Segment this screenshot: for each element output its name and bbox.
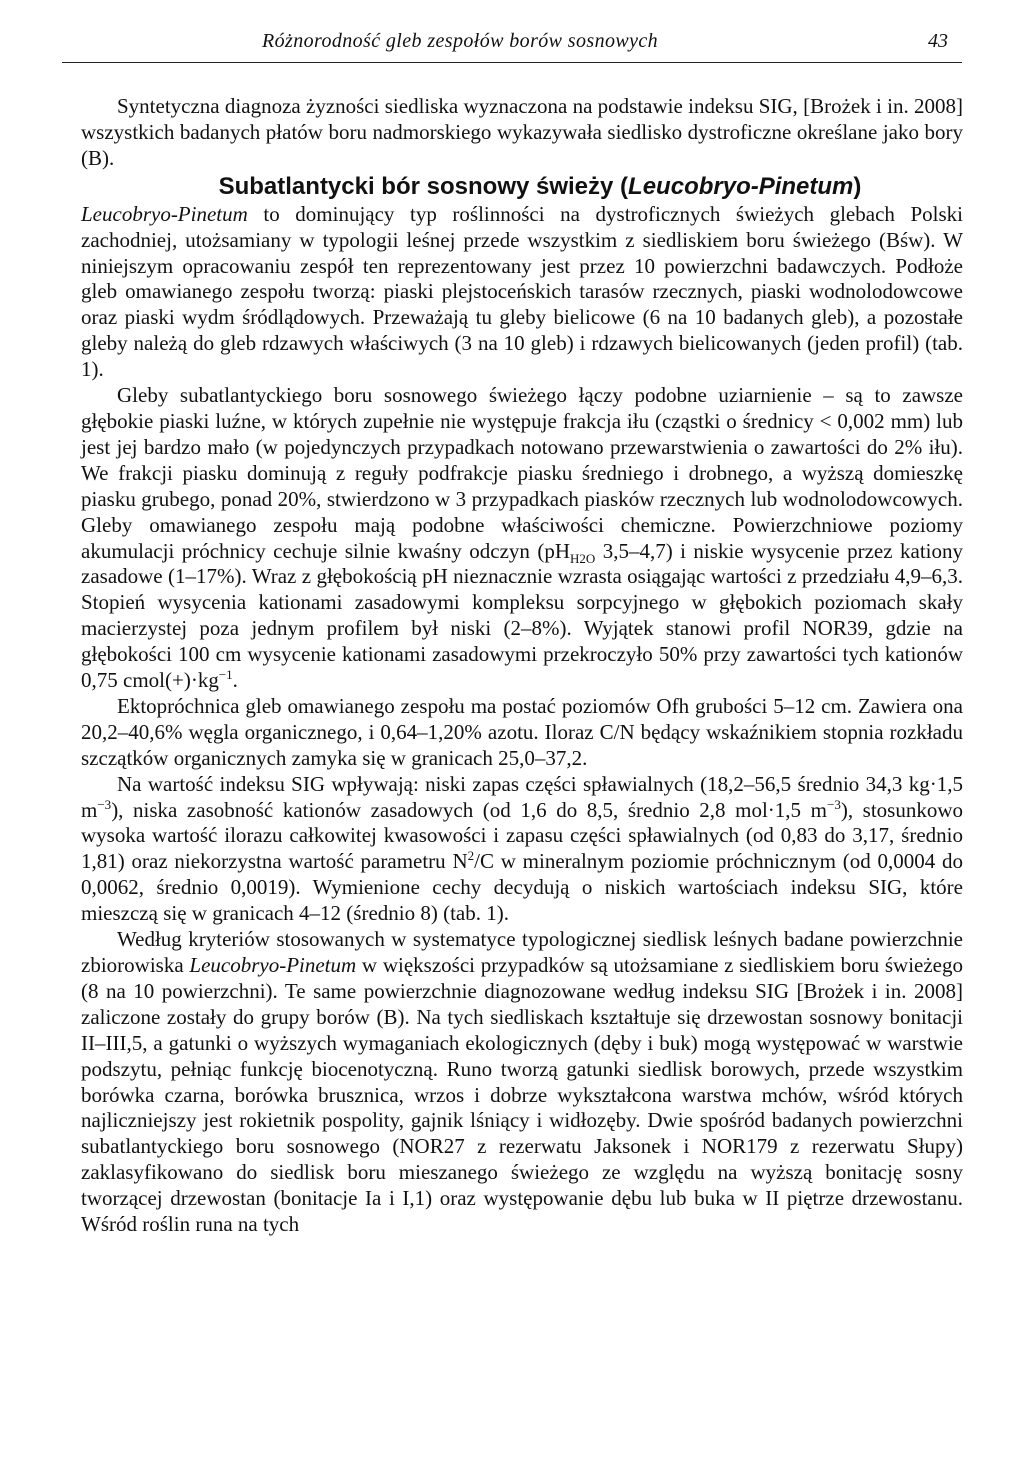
heading-close-paren: ) — [853, 172, 862, 200]
paragraph-text: to dominujący typ roślinności na dystroficznych świeżych glebach Polski zachodniej, utożsamiany w typologii leśnej przede wszystkim z siedliskiem boru świeżego (Bśw). W niniejszym opracowaniu zespół ten reprezentowany jest przez 10 powierzchni badawczych. Podłoże gleb omawianego zespołu tworzą: piaski plejstoceńskich tarasów rzecznych, piaski wodnolodowcowe oraz piaski wydm śródlądowych. Przeważają tu gleby bielicowe (6 na 10 badanych gleb), a pozostałe gleby należą do gleb rdzawych właściwych (3 na 10 gleb) i rdzawych bielicowanych (jeden profil) (tab. 1). — [81, 201, 963, 382]
paragraph-text: Syntetyczna diagnoza żyzności siedliska wyznaczona na podstawie indeksu SIG, [Brożek i in. 2008] wszystkich badanych płatów boru nadmorskiego wykazywała siedlisko dystroficzne określane jako bory (B). — [81, 94, 963, 170]
paragraph-text: ), stosunkowo wysoka wartość ilorazu całkowitej kwasowości i zapasu części spławialnych (od 0,83 do 3,17, średnio 1,81) oraz niekorzystna wartość parametru N — [81, 797, 964, 874]
paragraph-soil-properties — [81, 383, 963, 694]
paragraph-text: . — [232, 668, 238, 693]
paragraph-ectohumus — [81, 694, 963, 772]
heading-latin-name: Leucobryo-Pinetum — [628, 172, 854, 200]
subscript: H2O — [570, 550, 596, 566]
body-text — [81, 94, 963, 1238]
superscript: 2 — [467, 848, 475, 864]
paragraph-text: ), niska zasobność kationów zasadowych (od 1,6 do 8,5, średnio 2,8 mol·1,5 m — [111, 797, 827, 822]
latin-name: Leucobryo-Pinetum — [189, 953, 357, 977]
paragraph-text: Ektopróchnica gleb omawianego zespołu ma postać poziomów Ofh grubości 5–12 cm. Zawiera ona 20,2–40,6% węgla organicznego, i 0,64–1,20% azotu. Iloraz C/N będący wskaźnikiem stopnia rozkładu szczątków organicznych zamyka się w granicach 25,0–37,2. — [81, 693, 963, 770]
superscript: −1 — [218, 667, 233, 683]
paragraph-text: Na wartość indeksu SIG wpływają: niski zapas części spławialnych (18,2–56,5 średnio 34,3 kg·1,5 m — [81, 771, 963, 822]
paragraph-sig-factors — [81, 772, 963, 927]
paragraph-intro — [81, 202, 963, 383]
paragraph-typology — [81, 927, 963, 1238]
paragraph-text: Według kryteriów stosowanych w systematyce typologicznej siedlisk leśnych badane powierzchnie zbiorowiska — [81, 927, 963, 977]
running-header — [62, 24, 962, 63]
latin-name: Leucobryo-Pinetum — [81, 201, 248, 226]
page-number: 43 — [928, 30, 948, 52]
paragraph-sig-diagnosis — [81, 94, 963, 172]
section-heading — [81, 172, 963, 202]
superscript: −3 — [826, 796, 841, 812]
paragraph-text: Gleby subatlantyckiego boru sosnowego świeżego łączy podobne uziarnienie – są to zawsze głębokie piaski luźne, w których zupełnie nie występuje frakcja iłu (cząstki o średnicy < 0,002 mm) lub jest jej bardzo mało (w pojedynczych przypadkach notowano przewarstwienia o zawartości do 2% iłu). We frakcji piasku dominują z reguły podfrakcje piasku średniego i drobnego, a wyższą domieszkę piasku grubego, ponad 20%, stwierdzono w 3 przypadkach piasków rzecznych lub wodnolodowcowych. Gleby omawianego zespołu mają podobne właściwości chemiczne. Powierzchniowe poziomy akumulacji próchnicy cechuje silnie kwaśny odczyn (pH — [81, 383, 963, 563]
paragraph-text: w większości przypadków są utożsamiane z siedliskiem boru świeżego (8 na 10 powierzchni). Te same powierzchnie diagnozowane według indeksu SIG [Brożek i in. 2008] zaliczone zostały do grupy borów (B). Na tych siedliskach kształtuje się drzewostan sosnowy bonitacji II–III,5, a gatunki o wyższych wymaganiach ekologicznych (dęby i buk) mogą występować w warstwie podszytu, pełniąc funkcję biocenotyczną. Runo tworzą gatunki siedlisk borowych, przede wszystkim borówka czarna, borówka brusznica, wrzos i dobrze wykształcona warstwa mchów, wśród których najliczniejszy jest rokietnik pospolity, gajnik lśniący i widłozęby. Dwie spośród badanych powierzchni subatlantyckiego boru sosnowego (NOR27 z rezerwatu Jaksonek i NOR179 z rezerwatu Słupy) zaklasyfikowano do siedlisk boru mieszanego świeżego ze względu na wyższą bonitację sosny tworzącej drzewostan (bonitacje Ia i I,1) oraz występowanie dębu lub buka w II piętrze drzewostanu. Wśród roślin runa na tych — [81, 953, 963, 1237]
superscript: −3 — [97, 796, 112, 812]
heading-text: Subatlantycki bór sosnowy świeży ( — [218, 172, 629, 200]
paragraph-text: /C w mineralnym poziomie próchnicznym (od 0,0004 do 0,0062, średnio 0,0019). Wymienione cechy decydują o niskich wartościach indeksu SIG, które mieszczą się w granicach 4–12 (średnio 8) (tab. 1). — [81, 849, 964, 926]
running-header-title: Różnorodność gleb zespołów borów sosnowych — [262, 30, 659, 52]
paragraph-text: 3,5–4,7) i niskie wysycenie przez kationy zasadowe (1–17%). Wraz z głębokością pH nieznacznie wzrasta osiągając wartości z przedziału 4,9–6,3. Stopień wysycenia kationami zasadowymi kompleksu sorpcyjnego w głębokich poziomach skały macierzystej poza jednym profilem był niski (2–8%). Wyjątek stanowi profil NOR39, gdzie na głębokości 100 cm wysycenie kationami zasadowymi przekroczyło 50% przy zawartości tych kationów 0,75 cmol(+)·kg — [81, 538, 963, 693]
